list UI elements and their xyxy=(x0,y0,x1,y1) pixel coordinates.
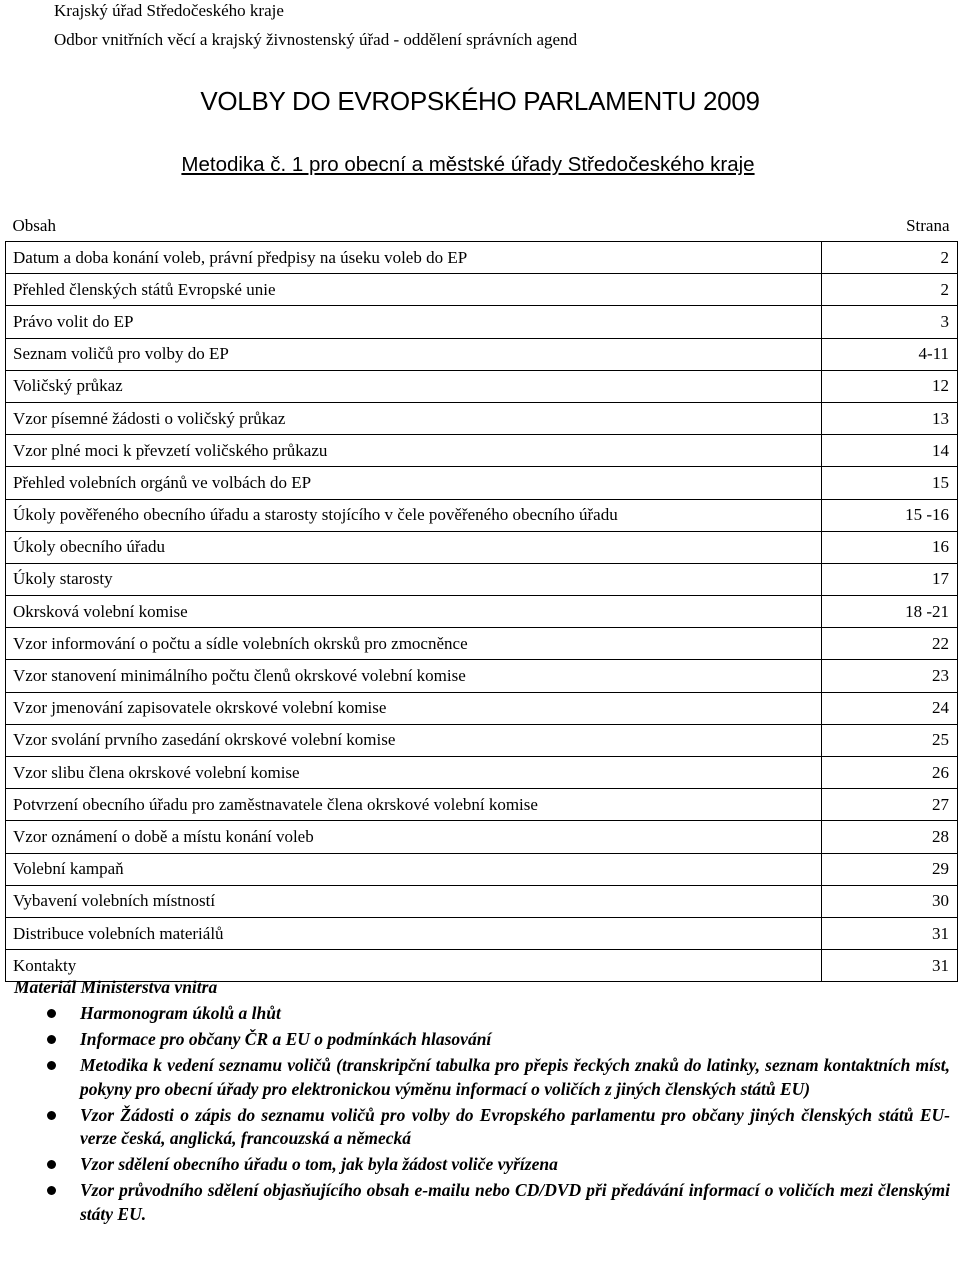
toc-item-page: 28 xyxy=(822,821,958,853)
list-item-text: Harmonogram úkolů a lhůt xyxy=(80,1003,281,1023)
toc-item-label: Úkoly starosty xyxy=(6,563,822,595)
toc-row xyxy=(6,563,958,595)
bullet-icon xyxy=(47,1186,56,1195)
list-item-text: Vzor průvodního sdělení objasňujícího obsah e-mailu nebo CD/DVD při předávání informací o voličích mezi členskými státy EU. xyxy=(80,1180,950,1224)
toc-row xyxy=(6,692,958,724)
toc-row xyxy=(6,338,958,370)
table-of-contents xyxy=(5,211,958,982)
toc-row xyxy=(6,821,958,853)
page-subtitle: Metodika č. 1 pro obecní a městské úřady Středočeského kraje xyxy=(181,153,755,176)
toc-item-page: 16 xyxy=(822,531,958,563)
materials-list xyxy=(0,1002,960,1229)
toc-item-label: Přehled volebních orgánů ve volbách do EP xyxy=(6,467,822,499)
toc-row xyxy=(6,242,958,274)
toc-item-page: 26 xyxy=(822,757,958,789)
materials-heading: Materiál Ministerstva vnitra xyxy=(14,977,218,997)
list-item-text: Metodika k vedení seznamu voličů (transkripční tabulka pro přepis řeckých znaků do latinky, seznam kontaktních míst, pokyny pro obecní úřady pro elektronickou výměnu informací o voličích z jiných členských států EU) xyxy=(80,1054,950,1099)
toc-row xyxy=(6,531,958,563)
toc-item-label: Kontakty xyxy=(6,950,822,982)
toc-item-label: Vzor oznámení o době a místu konání voleb xyxy=(6,821,822,853)
toc-row xyxy=(6,435,958,467)
toc-item-label: Vybavení volebních místností xyxy=(6,885,822,917)
list-item xyxy=(0,1028,960,1052)
toc-item-page: 27 xyxy=(822,789,958,821)
toc-row xyxy=(6,917,958,949)
toc-item-page: 12 xyxy=(822,370,958,402)
toc-item-label: Úkoly pověřeného obecního úřadu a starosty stojícího v čele pověřeného obecního úřadu xyxy=(6,499,822,531)
toc-item-page: 25 xyxy=(822,724,958,756)
toc-item-page: 18 -21 xyxy=(822,596,958,628)
toc-item-page: 14 xyxy=(822,435,958,467)
list-item xyxy=(0,1002,960,1026)
toc-row xyxy=(6,370,958,402)
toc-item-page: 4-11 xyxy=(822,338,958,370)
toc-item-label: Vzor písemné žádosti o voličský průkaz xyxy=(6,402,822,434)
toc-item-label: Vzor slibu člena okrskové volební komise xyxy=(6,757,822,789)
bullet-icon xyxy=(47,1111,56,1120)
toc-item-page: 22 xyxy=(822,628,958,660)
toc-row xyxy=(6,402,958,434)
list-item-text: Vzor Žádosti o zápis do seznamu voličů pro volby do Evropského parlamentu pro občany jiných členských států EU- verze česká, anglická, francouzská a německá xyxy=(80,1104,950,1149)
toc-item-label: Datum a doba konání voleb, právní předpisy na úseku voleb do EP xyxy=(6,242,822,274)
toc-item-page: 15 xyxy=(822,467,958,499)
list-item-text: Vzor sdělení obecního úřadu o tom, jak byla žádost voliče vyřízena xyxy=(80,1154,558,1175)
toc-item-page: 29 xyxy=(822,853,958,885)
toc-item-label: Vzor plné moci k převzetí voličského průkazu xyxy=(6,435,822,467)
list-item xyxy=(0,1054,960,1101)
toc-item-page: 24 xyxy=(822,692,958,724)
toc-item-label: Vzor informování o počtu a sídle volebních okrsků pro zmocněnce xyxy=(6,628,822,660)
toc-row xyxy=(6,757,958,789)
toc-item-label: Potvrzení obecního úřadu pro zaměstnavatele člena okrskové volební komise xyxy=(6,789,822,821)
toc-header-page: Strana xyxy=(822,211,958,242)
toc-item-label: Distribuce volebních materiálů xyxy=(6,917,822,949)
toc-item-label: Přehled členských států Evropské unie xyxy=(6,274,822,306)
toc-row xyxy=(6,499,958,531)
list-item xyxy=(0,1179,960,1226)
toc-item-label: Vzor svolání prvního zasedání okrskové volební komise xyxy=(6,724,822,756)
list-item-text: Informace pro občany ČR a EU o podmínkách hlasování xyxy=(80,1028,492,1049)
toc-item-label: Okrsková volební komise xyxy=(6,596,822,628)
toc-item-page: 31 xyxy=(822,950,958,982)
toc-item-label: Voličský průkaz xyxy=(6,370,822,402)
toc-row xyxy=(6,724,958,756)
toc-header-content: Obsah xyxy=(6,211,822,242)
bullet-icon xyxy=(47,1160,56,1169)
toc-item-page: 23 xyxy=(822,660,958,692)
toc-item-page: 13 xyxy=(822,402,958,434)
toc-row xyxy=(6,660,958,692)
toc-row xyxy=(6,789,958,821)
toc-row xyxy=(6,628,958,660)
toc-row xyxy=(6,596,958,628)
toc-item-page: 3 xyxy=(822,306,958,338)
toc-row xyxy=(6,274,958,306)
bullet-icon xyxy=(47,1061,56,1070)
toc-row xyxy=(6,306,958,338)
toc-item-page: 15 -16 xyxy=(822,499,958,531)
toc-header-row xyxy=(6,211,958,242)
page-title: VOLBY DO EVROPSKÉHO PARLAMENTU 2009 xyxy=(200,86,760,116)
toc-item-page: 31 xyxy=(822,917,958,949)
toc-item-label: Právo volit do EP xyxy=(6,306,822,338)
toc-item-label: Volební kampaň xyxy=(6,853,822,885)
toc-row xyxy=(6,853,958,885)
toc-row xyxy=(6,467,958,499)
list-item xyxy=(0,1153,960,1177)
toc-item-label: Úkoly obecního úřadu xyxy=(6,531,822,563)
toc-item-page: 17 xyxy=(822,563,958,595)
toc-item-page: 30 xyxy=(822,885,958,917)
toc-item-page: 2 xyxy=(822,274,958,306)
department-name: Odbor vnitřních věcí a krajský živnostenský úřad - oddělení správních agend xyxy=(54,30,578,49)
bullet-icon xyxy=(47,1035,56,1044)
toc-row xyxy=(6,885,958,917)
toc-item-label: Seznam voličů pro volby do EP xyxy=(6,338,822,370)
toc-item-label: Vzor stanovení minimálního počtu členů okrskové volební komise xyxy=(6,660,822,692)
office-name: Krajský úřad Středočeského kraje xyxy=(54,1,284,20)
list-item xyxy=(0,1104,960,1151)
toc-item-page: 2 xyxy=(822,242,958,274)
toc-item-label: Vzor jmenování zapisovatele okrskové volební komise xyxy=(6,692,822,724)
bullet-icon xyxy=(47,1009,56,1018)
